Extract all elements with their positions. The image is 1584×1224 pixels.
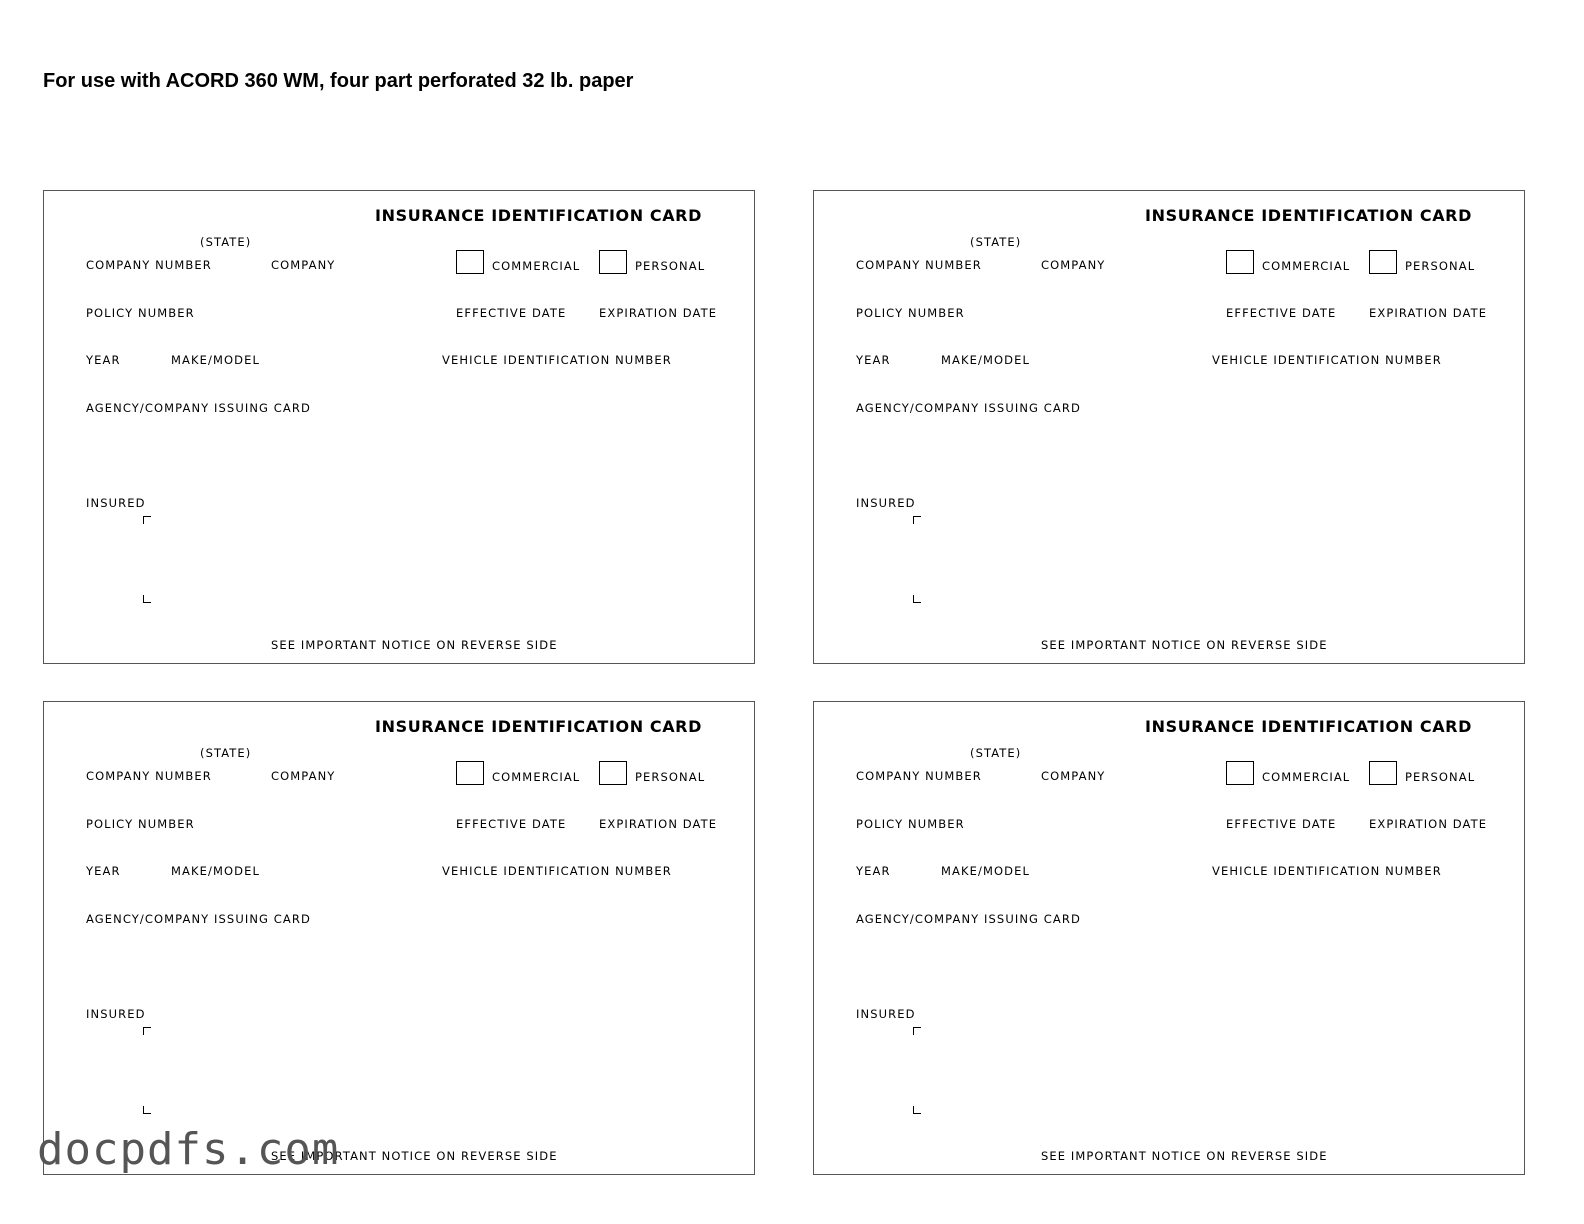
insured-label: INSURED <box>86 1007 146 1021</box>
commercial-checkbox[interactable] <box>1226 761 1254 785</box>
card-title: INSURANCE IDENTIFICATION CARD <box>375 717 702 736</box>
personal-label: PERSONAL <box>1405 770 1476 784</box>
insured-label: INSURED <box>86 496 146 510</box>
vin-label: VEHICLE IDENTIFICATION NUMBER <box>442 864 672 878</box>
company-label: COMPANY <box>271 769 336 783</box>
personal-label: PERSONAL <box>635 259 706 273</box>
notice-label: SEE IMPORTANT NOTICE ON REVERSE SIDE <box>271 638 558 652</box>
year-label: YEAR <box>856 864 891 878</box>
vin-label: VEHICLE IDENTIFICATION NUMBER <box>1212 353 1442 367</box>
insured-label: INSURED <box>856 496 916 510</box>
year-label: YEAR <box>86 353 121 367</box>
make-model-label: MAKE/MODEL <box>941 864 1030 878</box>
policy-number-label: POLICY NUMBER <box>856 817 965 831</box>
state-label: (STATE) <box>970 235 1022 249</box>
year-label: YEAR <box>86 864 121 878</box>
id-card-2 <box>813 190 1525 664</box>
personal-checkbox[interactable] <box>1369 761 1397 785</box>
personal-checkbox[interactable] <box>1369 250 1397 274</box>
company-label: COMPANY <box>271 258 336 272</box>
company-number-label: COMPANY NUMBER <box>856 258 982 272</box>
personal-label: PERSONAL <box>635 770 706 784</box>
vin-label: VEHICLE IDENTIFICATION NUMBER <box>442 353 672 367</box>
expiration-date-label: EXPIRATION DATE <box>1369 306 1488 320</box>
commercial-label: COMMERCIAL <box>492 770 581 784</box>
address-corner-bottom <box>143 595 151 603</box>
company-number-label: COMPANY NUMBER <box>86 769 212 783</box>
state-label: (STATE) <box>970 746 1022 760</box>
address-corner-bottom <box>913 1106 921 1114</box>
insured-label: INSURED <box>856 1007 916 1021</box>
personal-label: PERSONAL <box>1405 259 1476 273</box>
commercial-label: COMMERCIAL <box>1262 770 1351 784</box>
personal-checkbox[interactable] <box>599 250 627 274</box>
id-card-1 <box>43 190 755 664</box>
id-card-3 <box>43 701 755 1175</box>
agency-label: AGENCY/COMPANY ISSUING CARD <box>856 401 1081 415</box>
expiration-date-label: EXPIRATION DATE <box>1369 817 1488 831</box>
company-label: COMPANY <box>1041 769 1106 783</box>
state-label: (STATE) <box>200 235 252 249</box>
commercial-label: COMMERCIAL <box>1262 259 1351 273</box>
agency-label: AGENCY/COMPANY ISSUING CARD <box>86 401 311 415</box>
company-number-label: COMPANY NUMBER <box>856 769 982 783</box>
expiration-date-label: EXPIRATION DATE <box>599 817 718 831</box>
agency-label: AGENCY/COMPANY ISSUING CARD <box>856 912 1081 926</box>
policy-number-label: POLICY NUMBER <box>86 306 195 320</box>
commercial-checkbox[interactable] <box>456 761 484 785</box>
make-model-label: MAKE/MODEL <box>941 353 1030 367</box>
commercial-checkbox[interactable] <box>1226 250 1254 274</box>
notice-label: SEE IMPORTANT NOTICE ON REVERSE SIDE <box>271 1149 558 1163</box>
notice-label: SEE IMPORTANT NOTICE ON REVERSE SIDE <box>1041 1149 1328 1163</box>
page-header: For use with ACORD 360 WM, four part perforated 32 lb. paper <box>43 70 634 92</box>
commercial-label: COMMERCIAL <box>492 259 581 273</box>
year-label: YEAR <box>856 353 891 367</box>
company-number-label: COMPANY NUMBER <box>86 258 212 272</box>
state-label: (STATE) <box>200 746 252 760</box>
agency-label: AGENCY/COMPANY ISSUING CARD <box>86 912 311 926</box>
policy-number-label: POLICY NUMBER <box>86 817 195 831</box>
notice-label: SEE IMPORTANT NOTICE ON REVERSE SIDE <box>1041 638 1328 652</box>
address-corner-top <box>913 516 921 524</box>
card-title: INSURANCE IDENTIFICATION CARD <box>375 206 702 225</box>
commercial-checkbox[interactable] <box>456 250 484 274</box>
effective-date-label: EFFECTIVE DATE <box>456 817 567 831</box>
card-title: INSURANCE IDENTIFICATION CARD <box>1145 206 1472 225</box>
effective-date-label: EFFECTIVE DATE <box>1226 817 1337 831</box>
address-corner-top <box>913 1027 921 1035</box>
address-corner-bottom <box>913 595 921 603</box>
card-title: INSURANCE IDENTIFICATION CARD <box>1145 717 1472 736</box>
effective-date-label: EFFECTIVE DATE <box>1226 306 1337 320</box>
make-model-label: MAKE/MODEL <box>171 864 260 878</box>
watermark: docpdfs.com <box>37 1124 340 1175</box>
company-label: COMPANY <box>1041 258 1106 272</box>
vin-label: VEHICLE IDENTIFICATION NUMBER <box>1212 864 1442 878</box>
address-corner-top <box>143 1027 151 1035</box>
address-corner-bottom <box>143 1106 151 1114</box>
personal-checkbox[interactable] <box>599 761 627 785</box>
make-model-label: MAKE/MODEL <box>171 353 260 367</box>
id-card-4 <box>813 701 1525 1175</box>
address-corner-top <box>143 516 151 524</box>
effective-date-label: EFFECTIVE DATE <box>456 306 567 320</box>
policy-number-label: POLICY NUMBER <box>856 306 965 320</box>
expiration-date-label: EXPIRATION DATE <box>599 306 718 320</box>
